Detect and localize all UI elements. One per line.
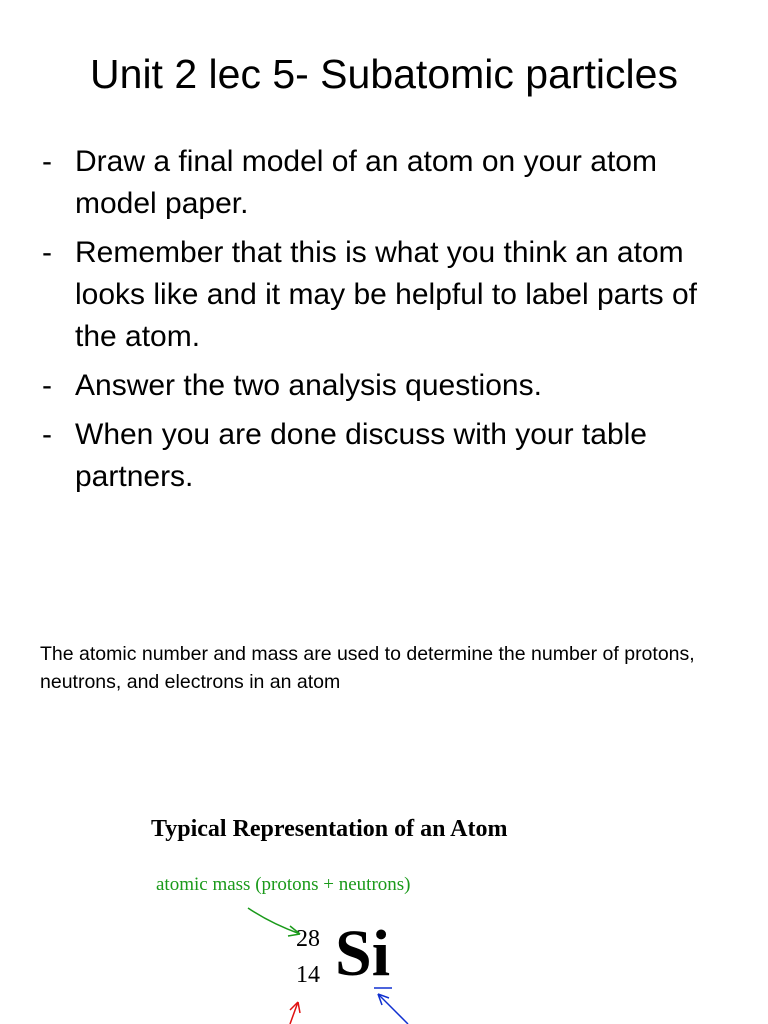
bullet-text: Draw a final model of an atom on your atom model paper. (75, 145, 657, 220)
bullet-text: Answer the two analysis questions. (75, 369, 542, 402)
bullet-item (42, 365, 732, 407)
bullet-text: Remember that this is what you think an atom looks like and it may be helpful to label parts of the atom. (75, 236, 698, 353)
mass-number: 28 (296, 926, 320, 952)
bullet-text: When you are done discuss with your table partners. (75, 418, 647, 493)
bullet-list (42, 141, 732, 505)
figure-arrows (130, 808, 630, 1024)
mass-arrow-icon (248, 908, 300, 934)
atom-representation-figure (130, 808, 630, 1024)
bullet-marker: - (42, 369, 52, 402)
figure-title: Typical Representation of an Atom (151, 816, 508, 842)
symbol-arrow-icon (378, 994, 408, 1024)
bullet-marker: - (42, 418, 52, 451)
bullet-marker: - (42, 236, 52, 269)
element-symbol: Si (335, 917, 391, 990)
atomic-number-note: The atomic number and mass are used to determine the number of protons, neutrons, and electrons in an atom (40, 643, 695, 693)
bullet-item (42, 141, 732, 225)
atomic-mass-label: atomic mass (protons + neutrons) (156, 874, 411, 895)
bullet-item (42, 232, 732, 358)
atomic-number: 14 (296, 962, 320, 988)
slide-title: Unit 2 lec 5- Subatomic particles (90, 51, 678, 97)
bullet-item (42, 414, 732, 498)
bullet-marker: - (42, 145, 52, 178)
